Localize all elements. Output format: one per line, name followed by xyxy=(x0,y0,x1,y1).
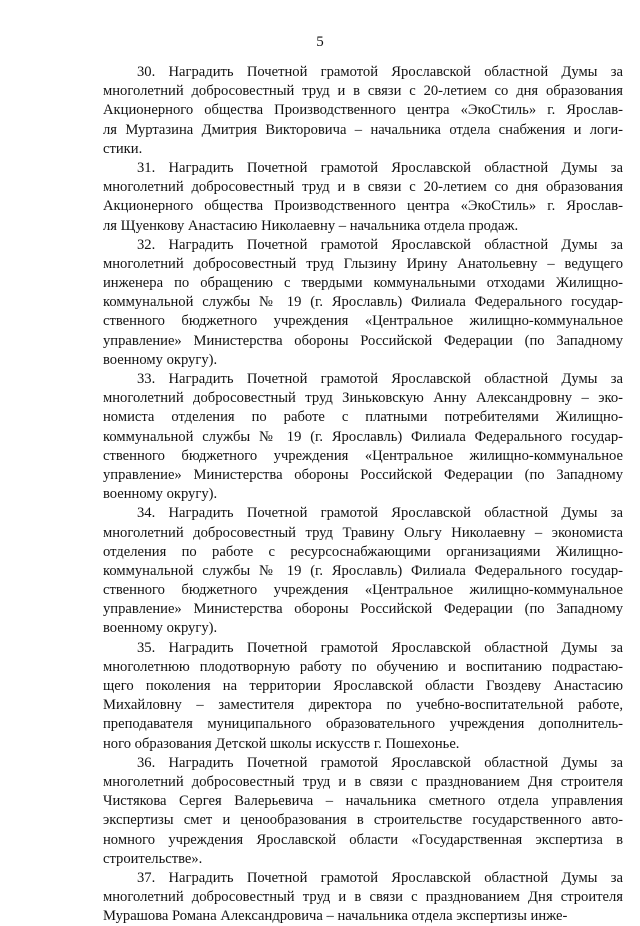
text-line: многолетний добросовестный труд и в связи с 20-летием со дня образования xyxy=(103,83,623,100)
text-line: Мурашова Романа Александровича – начальника отдела экспертизы инже- xyxy=(103,908,568,925)
text-line: номиста отделения по работе с платными потребителями Жилищно- xyxy=(103,409,623,426)
paragraph-item-37 xyxy=(103,869,623,926)
text-line: многолетний добросовестный труд и в связи с празднованием Дня строителя xyxy=(103,773,623,790)
text-line: ного образования Детской школы искусств г. Пошехонье. xyxy=(103,735,460,752)
text-line: 32. Наградить Почетной грамотой Ярославской областной Думы за xyxy=(137,236,623,253)
text-line: военному округу). xyxy=(103,620,218,637)
text-line: щего поколения на территории Ярославской области Гвоздеву Анастасию xyxy=(103,678,623,694)
text-line: 35. Наградить Почетной грамотой Ярославской областной Думы за xyxy=(137,639,623,656)
text-line: Михайловну – заместителя директора по учебно-воспитательной работе, xyxy=(103,697,623,714)
text-line: строительстве». xyxy=(103,850,203,867)
text-line: экспертизы смет и ценообразования в строительстве государственного авто- xyxy=(103,812,623,829)
paragraph-item-35 xyxy=(103,639,623,754)
text-line: многолетний добросовестный труд Глызину Ирину Анатольевну – ведущего xyxy=(103,255,623,272)
text-line: многолетний добросовестный труд Зиньковскую Анну Александровну – эко- xyxy=(103,390,623,407)
text-line: 34. Наградить Почетной грамотой Ярославской областной Думы за xyxy=(137,505,623,522)
text-line: Чистякова Сергея Валерьевича – начальника сметного отдела управления xyxy=(103,793,623,810)
text-line: преподавателя муниципального образовательного учреждения дополнитель- xyxy=(103,716,623,733)
text-line: коммунальной службы № 19 (г. Ярославль) Филиала Федерального государ- xyxy=(103,294,623,311)
document-body xyxy=(103,63,623,926)
text-line: коммунальной службы № 19 (г. Ярославль) Филиала Федерального государ- xyxy=(103,562,623,579)
text-line: многолетний добросовестный труд и в связи с 20-летием со дня образования xyxy=(103,179,623,196)
text-line: управление» Министерства обороны Российской Федерации (по Западному xyxy=(103,601,623,618)
text-line: Акционерного общества Производственного центра «ЭкоСтиль» г. Ярослав- xyxy=(103,198,623,215)
text-line: 33. Наградить Почетной грамотой Ярославской областной Думы за xyxy=(137,371,623,387)
paragraph-item-32 xyxy=(103,236,623,370)
paragraph-item-30 xyxy=(103,63,623,159)
text-line: стики. xyxy=(103,140,143,157)
text-line: ственного бюджетного учреждения «Центральное жилищно-коммунальное xyxy=(103,582,623,599)
text-line: управление» Министерства обороны Российской Федерации (по Западному xyxy=(103,332,623,349)
paragraph-item-33 xyxy=(103,370,623,504)
text-line: коммунальной службы № 19 (г. Ярославль) Филиала Федерального государ- xyxy=(103,428,623,445)
text-line: ственного бюджетного учреждения «Центральное жилищно-коммунальное xyxy=(103,313,623,330)
text-line: 31. Наградить Почетной грамотой Ярославской областной Думы за xyxy=(137,159,623,176)
text-line: 37. Наградить Почетной грамотой Ярославской областной Думы за xyxy=(137,869,623,886)
page-number: 5 xyxy=(316,34,324,50)
text-line: ственного бюджетного учреждения «Центральное жилищно-коммунальное xyxy=(103,447,623,464)
text-line: номного учреждения Ярославской области «Государственная экспертиза в xyxy=(103,831,623,848)
paragraph-item-36 xyxy=(103,754,623,869)
text-line: многолетний добросовестный труд Травину Ольгу Николаевну – экономиста xyxy=(103,524,623,541)
paragraph-item-34 xyxy=(103,504,623,638)
text-line: ля Щуенкову Анастасию Николаевну – начальника отдела продаж. xyxy=(103,217,519,234)
text-line: управление» Министерства обороны Российской Федерации (по Западному xyxy=(103,466,623,483)
text-line: Акционерного общества Производственного центра «ЭкоСтиль» г. Ярослав- xyxy=(103,102,623,119)
text-line: 30. Наградить Почетной грамотой Ярославской областной Думы за xyxy=(137,64,623,80)
text-line: 36. Наградить Почетной грамотой Ярославской областной Думы за xyxy=(137,754,623,771)
paragraph-item-31 xyxy=(103,159,623,236)
text-line: многолетний добросовестный труд и в связи с празднованием Дня строителя xyxy=(103,889,623,906)
text-line: военному округу). xyxy=(103,351,218,368)
text-line: военному округу). xyxy=(103,486,218,503)
text-line: ля Муртазина Дмитрия Викторовича – начальника отдела снабжения и логи- xyxy=(103,121,623,138)
text-line: отделения по работе с ресурсоснабжающими организациями Жилищно- xyxy=(103,543,623,560)
text-line: многолетнюю плодотворную работу по обучению и воспитанию подрастаю- xyxy=(103,658,623,675)
text-line: инженера по обращению с твердыми коммунальными отходами Жилищно- xyxy=(103,275,623,292)
